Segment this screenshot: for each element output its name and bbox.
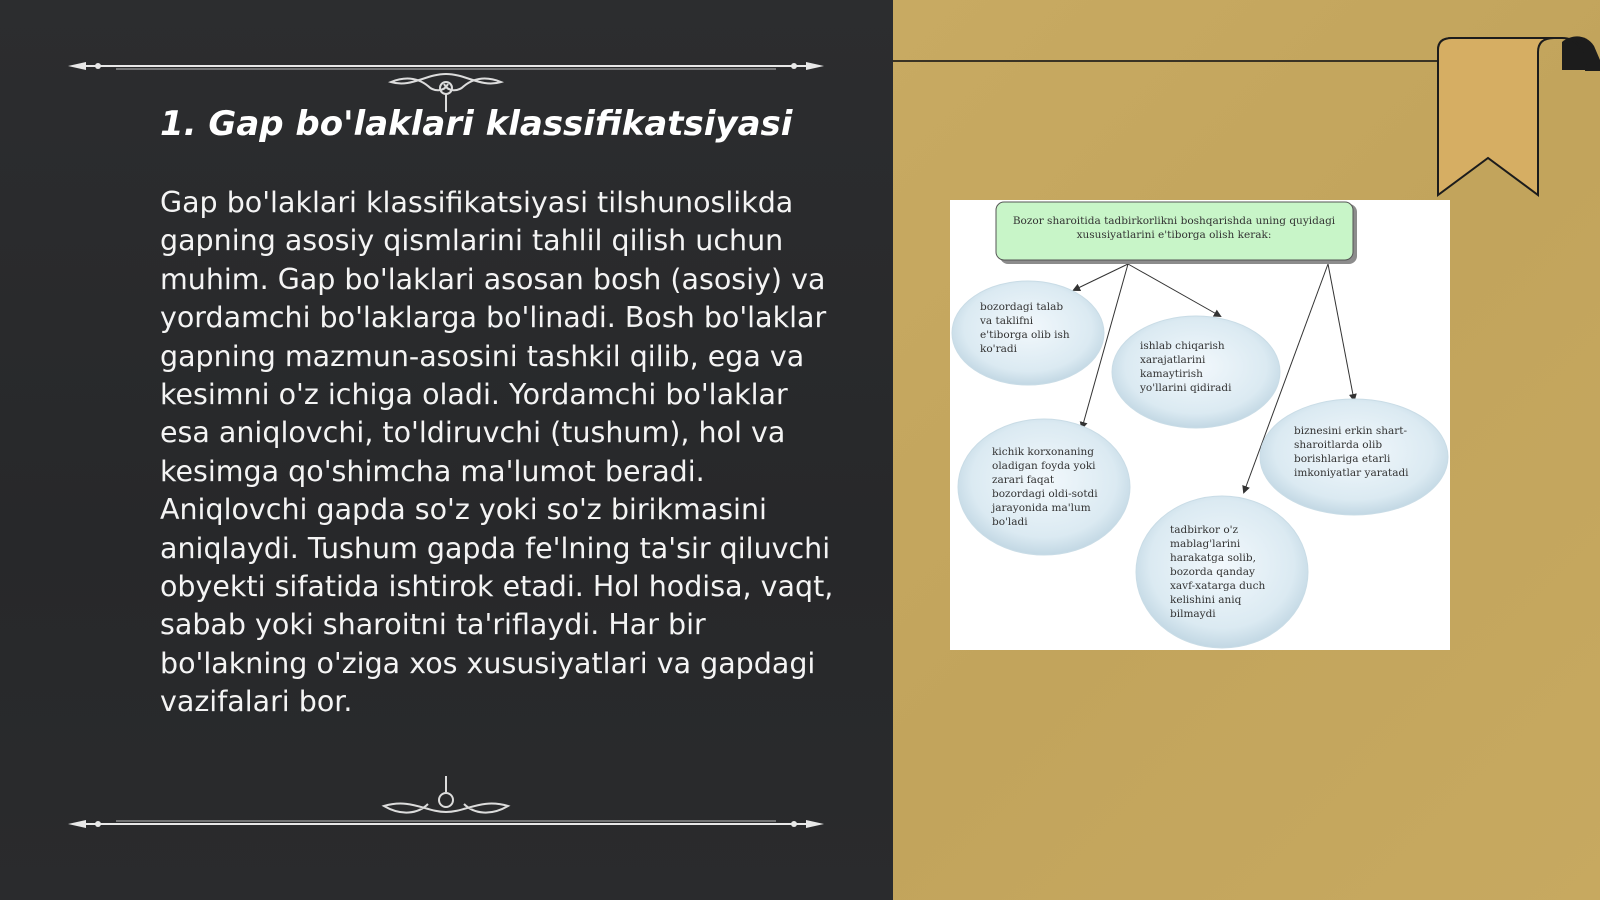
diagram-node bbox=[1136, 496, 1308, 648]
node-4-line-3: zarari faqat bbox=[992, 474, 1055, 486]
diagram-root-line2: xususiyatlarini e'tiborga olish kerak: bbox=[1076, 229, 1272, 241]
diagram-node bbox=[1112, 316, 1280, 428]
node-5-line-2: mablag'larini bbox=[1170, 538, 1241, 550]
diagram-root-line1: Bozor sharoitida tadbirkorlikni boshqarishda uning quyidagi bbox=[1012, 215, 1336, 227]
node-4-line-5: jarayonida ma'lum bbox=[992, 502, 1091, 514]
node-3-line-4: imkoniyatlar yaratadi bbox=[1294, 467, 1409, 479]
node-5-line-4: bozorda qanday bbox=[1170, 566, 1255, 578]
node-5-line-5: xavf-xatarga duch bbox=[1170, 580, 1266, 592]
node-1-line-1: bozordagi talab bbox=[980, 301, 1064, 313]
node-1-line-2: va taklifni bbox=[980, 315, 1034, 327]
bookmark-ribbon bbox=[1434, 30, 1600, 205]
divider-line bbox=[893, 60, 1441, 62]
node-4-line-6: bo'ladi bbox=[992, 516, 1028, 528]
node-5-line-1: tadbirkor o'z bbox=[1170, 524, 1239, 536]
node-2-line-4: yo'llarini qidiradi bbox=[1140, 382, 1232, 394]
diagram-node bbox=[958, 419, 1130, 555]
slide-title: 1. Gap bo'laklari klassifikatsiyasi bbox=[160, 104, 793, 144]
diagram-node bbox=[1260, 399, 1448, 515]
node-4-line-4: bozordagi oldi-sotdi bbox=[992, 488, 1098, 500]
slide-body-text: Gap bo'laklari klassifikatsiyasi tilshunoslikda gapning asosiy qismlarini tahlil qilish uchun muhim. Gap bo'laklari asosan bosh (asosiy) va yordamchi bo'laklarga bo'linadi. Bosh bo'laklar gapning mazmun-asosini tashkil qilib, ega va kesimni o'z ichiga oladi. Yordamchi bo'laklar esa aniqlovchi, to'ldiruvchi (tushum), hol va kesimga qo'shimcha ma'lumot beradi. Aniqlovchi gapda so'z yoki so'z birikmasini aniqlaydi. Tushum gapda fe'lning ta'sir qiluvchi obyekti sifatida ishtirok etadi. Hol hodisa, vaqt, sabab yoki sharoitni ta'riflaydi. Har bir bo'lakning o'ziga xos xususiyatlari va gapdagi vazifalari bor. bbox=[160, 186, 834, 719]
node-5-line-7: bilmaydi bbox=[1170, 608, 1216, 620]
diagram-image bbox=[950, 200, 1450, 650]
node-5-line-3: harakatga solib, bbox=[1170, 552, 1256, 564]
node-1-line-4: ko'radi bbox=[980, 343, 1017, 355]
diagram-root-box bbox=[996, 202, 1357, 264]
node-3-line-3: borishlariga etarli bbox=[1294, 453, 1391, 465]
node-2-line-2: xarajatlarini bbox=[1140, 354, 1206, 366]
node-4-line-2: oladigan foyda yoki bbox=[992, 460, 1096, 472]
node-4-line-1: kichik korxonaning bbox=[992, 446, 1094, 458]
node-1-line-3: e'tiborga olib ish bbox=[980, 329, 1070, 341]
node-5-line-6: kelishini aniq bbox=[1170, 594, 1242, 606]
node-3-line-2: sharoitlarda olib bbox=[1294, 439, 1383, 451]
bottom-ornament bbox=[66, 772, 826, 842]
diagram-node bbox=[952, 281, 1104, 385]
node-2-line-3: kamaytirish bbox=[1140, 368, 1203, 380]
diagram-svg bbox=[950, 200, 1450, 650]
node-3-line-1: biznesini erkin shart- bbox=[1294, 425, 1408, 437]
node-2-line-1: ishlab chiqarish bbox=[1140, 340, 1225, 352]
